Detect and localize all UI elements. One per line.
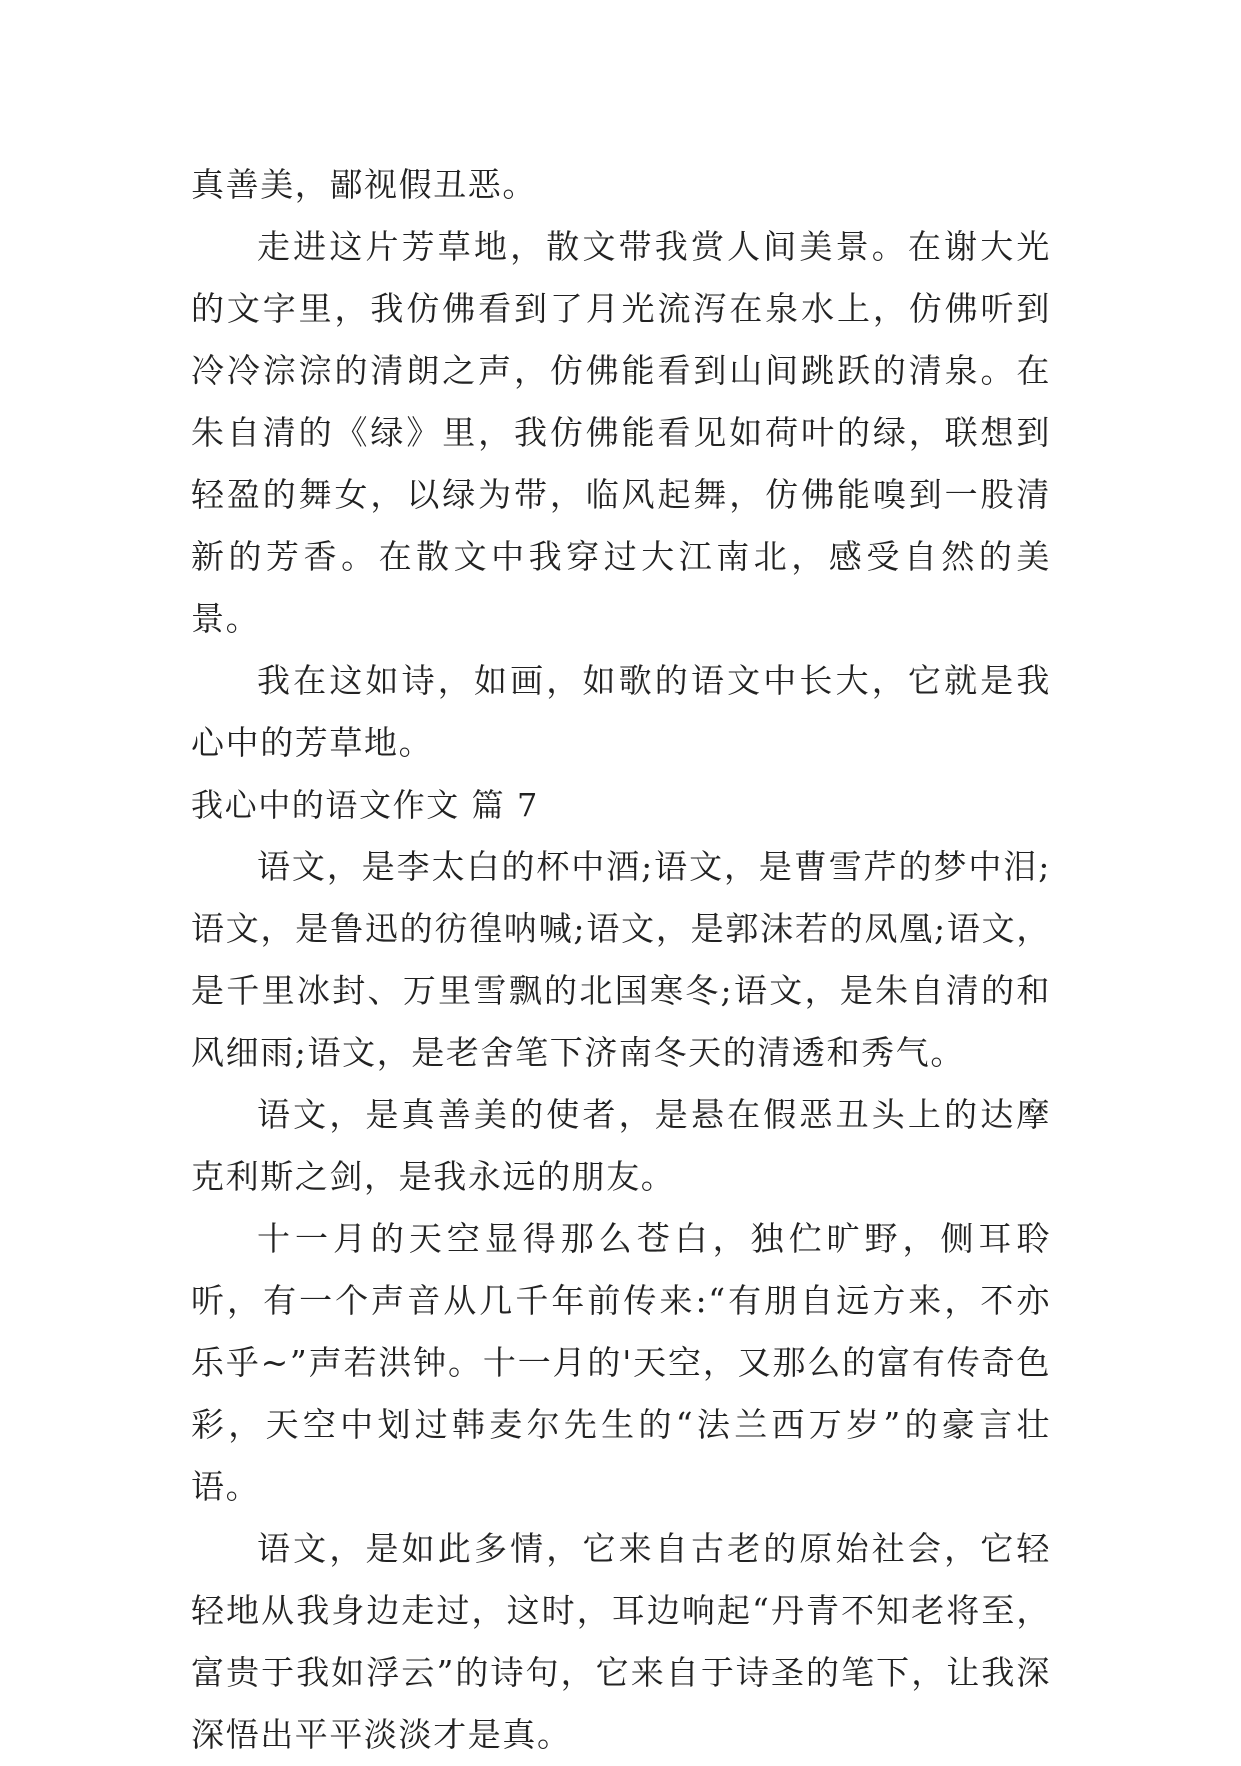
document-body bbox=[191, 154, 1051, 1766]
paragraph-6: 十一月的天空显得那么苍白，独伫旷野，侧耳聆听，有一个声音从几千年前传来:“有朋自远方来，不亦乐乎~”声若洪钟。十一月的'天空，又那么的富有传奇色彩，天空中划过韩麦尔先生的“法兰西万岁”的豪言壮语。 bbox=[191, 1219, 1051, 1506]
paragraph-1: 真善美，鄙视假丑恶。 bbox=[191, 165, 537, 204]
paragraph-3: 我在这如诗，如画，如歌的语文中长大，它就是我心中的芳草地。 bbox=[191, 661, 1051, 762]
paragraph-5: 语文，是真善美的使者，是悬在假恶丑头上的达摩克利斯之剑，是我永远的朋友。 bbox=[191, 1095, 1051, 1196]
section-heading: 我心中的语文作文 篇 7 bbox=[191, 786, 539, 824]
paragraph-2: 走进这片芳草地，散文带我赏人间美景。在谢大光的文字里，我仿佛看到了月光流泻在泉水上，仿佛听到冷冷淙淙的清朗之声，仿佛能看到山间跳跃的清泉。在朱自清的《绿》里，我仿佛能看见如荷叶的绿，联想到轻盈的舞女，以绿为带，临风起舞，仿佛能嗅到一股清新的芳香。在散文中我穿过大江南北，感受自然的美景。 bbox=[191, 227, 1051, 638]
paragraph-7: 语文，是如此多情，它来自古老的原始社会，它轻轻地从我身边走过，这时，耳边响起“丹青不知老将至，富贵于我如浮云”的诗句，它来自于诗圣的笔下，让我深深悟出平平淡淡才是真。 bbox=[191, 1529, 1051, 1754]
paragraph-4: 语文，是李太白的杯中酒;语文，是曹雪芹的梦中泪;语文，是鲁迅的彷徨呐喊;语文，是郭沫若的凤凰;语文，是千里冰封、万里雪飘的北国寒冬;语文，是朱自清的和风细雨;语文，是老舍笔下济南冬天的清透和秀气。 bbox=[191, 847, 1051, 1072]
